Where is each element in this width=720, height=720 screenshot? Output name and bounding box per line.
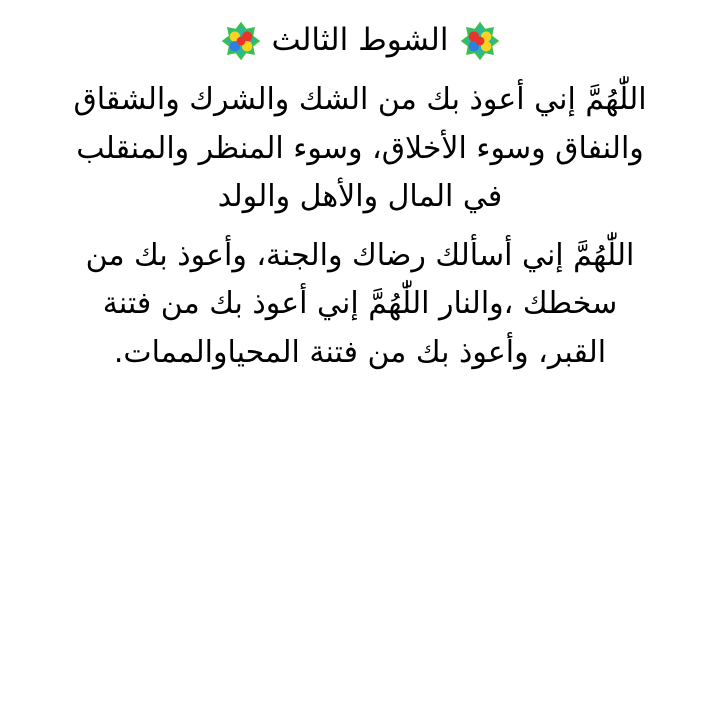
dua-line: سخطك ،والنار اللّٰهُمَّ إني أعوذ بك من فتنة xyxy=(102,286,618,322)
page-title: الشوط الثالث xyxy=(271,22,449,59)
dua-line: اللّٰهُمَّ إني أسألك رضاك والجنة، وأعوذ بك من xyxy=(85,237,635,273)
dua-line: اللّٰهُمَّ إني أعوذ بك من الشك والشرك والشقاق xyxy=(73,82,647,117)
dua-line: في المال والأهل والولد xyxy=(217,179,503,215)
flower-icon xyxy=(459,20,501,62)
dua-line: والنفاق وسوء الأخلاق، وسوء المنظر والمنقلب xyxy=(76,130,644,166)
flower-icon xyxy=(220,20,262,62)
dua-paragraph-1 xyxy=(18,76,702,222)
page-title-row xyxy=(18,20,702,62)
dua-line: القبر، وأعوذ بك من فتنة المحياوالممات. xyxy=(113,334,607,370)
dua-paragraph-2 xyxy=(18,232,702,378)
dua-text-block xyxy=(18,76,702,384)
